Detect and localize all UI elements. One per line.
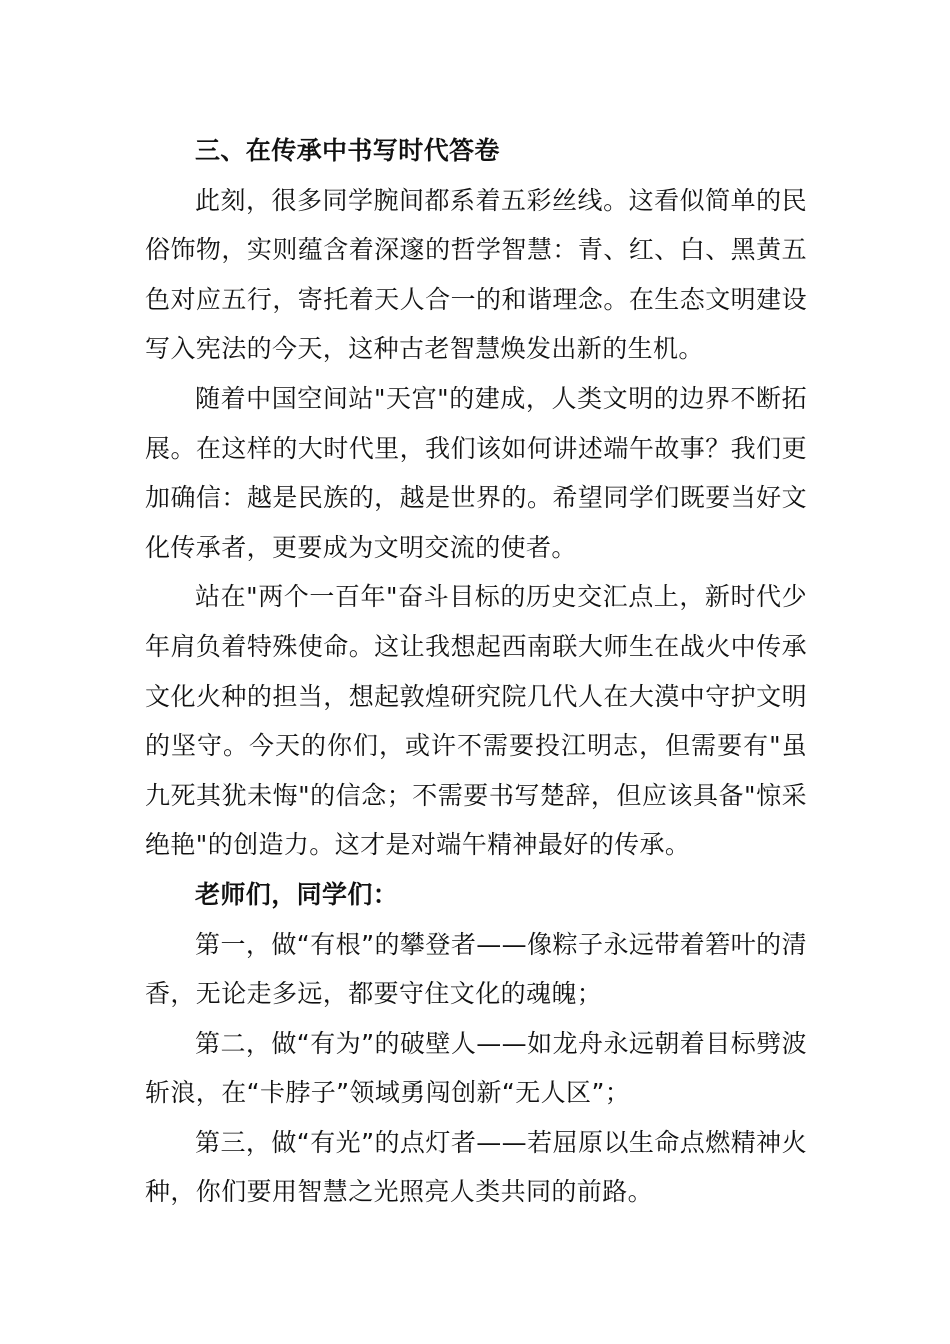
paragraph-mission: 站在"两个一百年"奋斗目标的历史交汇点上，新时代少年肩负着特殊使命。这让我想起西南联大师生在战火中传承文化火种的担当，想起敦煌研究院几代人在大漠中守护文明的坚守。今天的你们，或许不需要投江明志，但需要有"虽九死其犹未悔"的信念；不需要书写楚辞，但应该具备"惊采绝艳"的创造力。这才是对端午精神最好的传承。 — [145, 582, 807, 860]
document-body — [145, 126, 807, 1217]
paragraph-space-station: 随着中国空间站"天宫"的建成，人类文明的边界不断拓展。在这样的大时代里，我们该如何讲述端午故事？我们更加确信：越是民族的，越是世界的。希望同学们既要当好文化传承者，更要成为文明交流的使者。 — [145, 383, 807, 562]
point-second: 第二，做“有为”的破壁人——如龙舟永远朝着目标劈波斩浪，在“卡脖子”领域勇闯创新“无人区”； — [145, 1028, 807, 1108]
paragraph-five-color-threads: 此刻，很多同学腕间都系着五彩丝线。这看似简单的民俗饰物，实则蕴含着深邃的哲学智慧：青、红、白、黑黄五色对应五行，寄托着天人合一的和谐理念。在生态文明建设写入宪法的今天，这种古老智慧焕发出新的生机。 — [145, 185, 807, 364]
point-first: 第一，做“有根”的攀登者——像粽子永远带着箬叶的清香，无论走多远，都要守住文化的魂魄； — [145, 929, 807, 1009]
section-heading: 三、在传承中书写时代答卷 — [195, 136, 500, 165]
point-third: 第三，做“有光”的点灯者——若屈原以生命点燃精神火种，你们要用智慧之光照亮人类共同的前路。 — [145, 1127, 807, 1207]
salutation: 老师们，同学们： — [195, 879, 399, 909]
